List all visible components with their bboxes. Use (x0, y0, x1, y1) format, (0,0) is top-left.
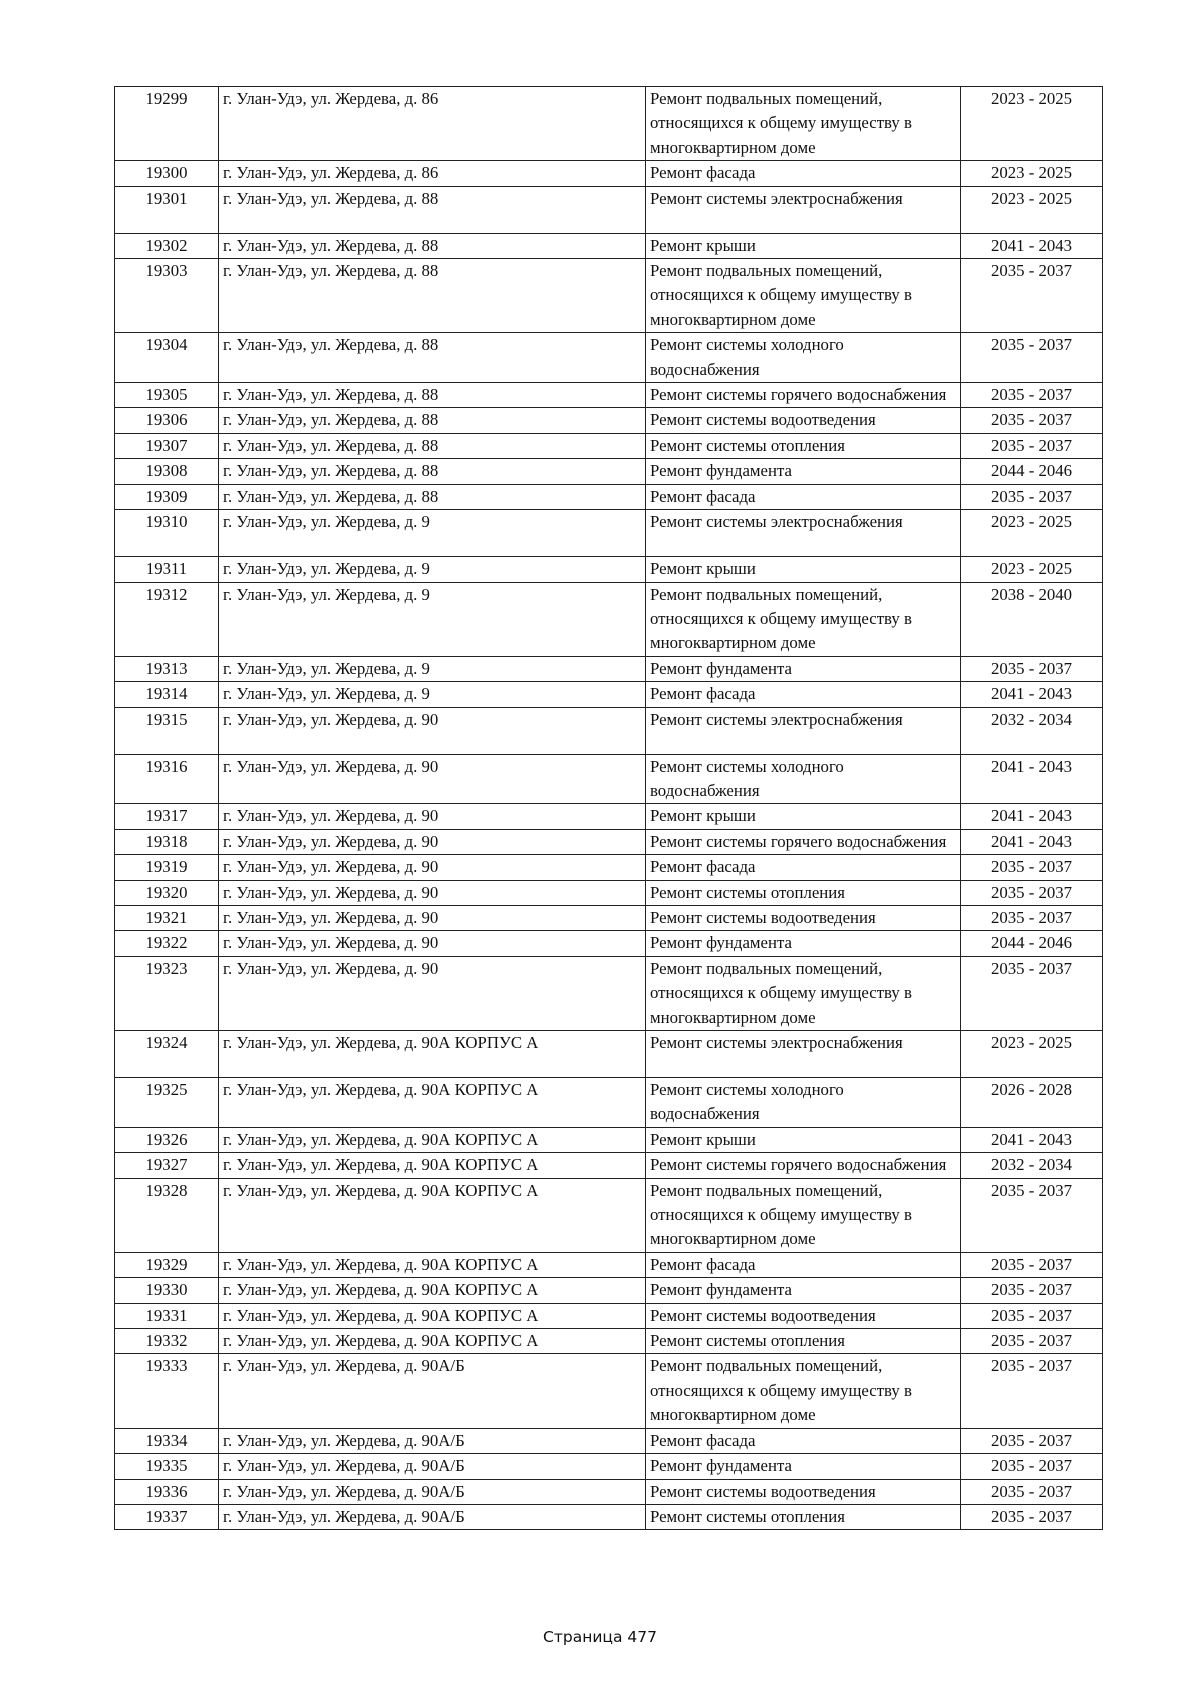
row-work-type: Ремонт крыши (646, 233, 961, 258)
row-period: 2041 - 2043 (961, 804, 1103, 829)
row-number: 19309 (115, 484, 219, 509)
row-number: 19334 (115, 1428, 219, 1453)
row-work-type: Ремонт подвальных помещений, относящихся к общему имуществу в многоквартирном доме (646, 582, 961, 656)
row-work-type: Ремонт фасада (646, 855, 961, 880)
row-number: 19322 (115, 931, 219, 956)
table-row (115, 754, 1103, 804)
table-row (115, 1454, 1103, 1479)
table-row (115, 1428, 1103, 1453)
row-work-type: Ремонт системы холодного водоснабжения (646, 333, 961, 383)
row-period: 2044 - 2046 (961, 459, 1103, 484)
row-period: 2041 - 2043 (961, 233, 1103, 258)
table-row (115, 383, 1103, 408)
table-row (115, 186, 1103, 233)
table-row (115, 682, 1103, 707)
row-work-type: Ремонт системы холодного водоснабжения (646, 1078, 961, 1128)
row-work-type: Ремонт фасада (646, 1428, 961, 1453)
row-period: 2035 - 2037 (961, 1252, 1103, 1277)
table-row (115, 931, 1103, 956)
table-row (115, 855, 1103, 880)
works-table (114, 86, 1103, 1530)
row-period: 2032 - 2034 (961, 1153, 1103, 1178)
row-address: г. Улан-Удэ, ул. Жердева, д. 90 (219, 956, 646, 1030)
row-period: 2035 - 2037 (961, 259, 1103, 333)
row-number: 19331 (115, 1303, 219, 1328)
row-number: 19308 (115, 459, 219, 484)
row-work-type: Ремонт подвальных помещений, относящихся к общему имуществу в многоквартирном доме (646, 1178, 961, 1252)
row-number: 19328 (115, 1178, 219, 1252)
row-period: 2035 - 2037 (961, 1178, 1103, 1252)
table-row (115, 880, 1103, 905)
row-number: 19330 (115, 1278, 219, 1303)
row-address: г. Улан-Удэ, ул. Жердева, д. 90 (219, 754, 646, 804)
row-number: 19323 (115, 956, 219, 1030)
row-work-type: Ремонт системы водоотведения (646, 905, 961, 930)
row-work-type: Ремонт фундамента (646, 656, 961, 681)
works-table-body (115, 87, 1103, 1530)
row-period: 2023 - 2025 (961, 87, 1103, 161)
row-address: г. Улан-Удэ, ул. Жердева, д. 88 (219, 383, 646, 408)
row-number: 19335 (115, 1454, 219, 1479)
row-period: 2041 - 2043 (961, 682, 1103, 707)
row-address: г. Улан-Удэ, ул. Жердева, д. 9 (219, 656, 646, 681)
row-address: г. Улан-Удэ, ул. Жердева, д. 90 (219, 905, 646, 930)
row-work-type: Ремонт системы отопления (646, 880, 961, 905)
row-address: г. Улан-Удэ, ул. Жердева, д. 88 (219, 259, 646, 333)
row-number: 19319 (115, 855, 219, 880)
table-row (115, 1329, 1103, 1354)
table-row (115, 1252, 1103, 1277)
row-period: 2035 - 2037 (961, 1329, 1103, 1354)
table-row (115, 87, 1103, 161)
row-period: 2023 - 2025 (961, 510, 1103, 557)
row-number: 19303 (115, 259, 219, 333)
row-work-type: Ремонт крыши (646, 804, 961, 829)
table-row (115, 1178, 1103, 1252)
row-address: г. Улан-Удэ, ул. Жердева, д. 88 (219, 433, 646, 458)
row-number: 19314 (115, 682, 219, 707)
row-period: 2035 - 2037 (961, 1504, 1103, 1529)
row-number: 19311 (115, 557, 219, 582)
row-period: 2023 - 2025 (961, 1031, 1103, 1078)
row-period: 2023 - 2025 (961, 186, 1103, 233)
row-work-type: Ремонт системы электроснабжения (646, 186, 961, 233)
row-period: 2035 - 2037 (961, 1278, 1103, 1303)
row-address: г. Улан-Удэ, ул. Жердева, д. 90 (219, 880, 646, 905)
row-address: г. Улан-Удэ, ул. Жердева, д. 90А КОРПУС А (219, 1127, 646, 1152)
table-row (115, 956, 1103, 1030)
row-period: 2032 - 2034 (961, 707, 1103, 754)
row-address: г. Улан-Удэ, ул. Жердева, д. 9 (219, 582, 646, 656)
row-number: 19333 (115, 1354, 219, 1428)
row-period: 2035 - 2037 (961, 1354, 1103, 1428)
row-number: 19310 (115, 510, 219, 557)
table-row (115, 433, 1103, 458)
row-work-type: Ремонт системы водоотведения (646, 1479, 961, 1504)
table-row (115, 1153, 1103, 1178)
row-number: 19327 (115, 1153, 219, 1178)
table-row (115, 1479, 1103, 1504)
table-row (115, 829, 1103, 854)
row-number: 19320 (115, 880, 219, 905)
row-period: 2023 - 2025 (961, 557, 1103, 582)
row-period: 2035 - 2037 (961, 408, 1103, 433)
table-row (115, 408, 1103, 433)
table-row (115, 905, 1103, 930)
table-row (115, 707, 1103, 754)
table-row (115, 557, 1103, 582)
table-row (115, 582, 1103, 656)
table-row (115, 1078, 1103, 1128)
table-row (115, 484, 1103, 509)
row-work-type: Ремонт фундамента (646, 459, 961, 484)
row-number: 19318 (115, 829, 219, 854)
row-period: 2035 - 2037 (961, 905, 1103, 930)
row-address: г. Улан-Удэ, ул. Жердева, д. 88 (219, 233, 646, 258)
row-work-type: Ремонт подвальных помещений, относящихся к общему имуществу в многоквартирном доме (646, 87, 961, 161)
row-address: г. Улан-Удэ, ул. Жердева, д. 90 (219, 804, 646, 829)
row-number: 19316 (115, 754, 219, 804)
table-row (115, 1504, 1103, 1529)
row-number: 19299 (115, 87, 219, 161)
row-work-type: Ремонт системы отопления (646, 433, 961, 458)
row-work-type: Ремонт фундамента (646, 1454, 961, 1479)
row-period: 2035 - 2037 (961, 333, 1103, 383)
row-address: г. Улан-Удэ, ул. Жердева, д. 9 (219, 510, 646, 557)
row-address: г. Улан-Удэ, ул. Жердева, д. 90 (219, 707, 646, 754)
row-period: 2035 - 2037 (961, 956, 1103, 1030)
row-address: г. Улан-Удэ, ул. Жердева, д. 88 (219, 333, 646, 383)
row-address: г. Улан-Удэ, ул. Жердева, д. 90А КОРПУС А (219, 1153, 646, 1178)
row-number: 19317 (115, 804, 219, 829)
row-period: 2035 - 2037 (961, 433, 1103, 458)
row-period: 2041 - 2043 (961, 754, 1103, 804)
row-number: 19321 (115, 905, 219, 930)
row-work-type: Ремонт подвальных помещений, относящихся к общему имуществу в многоквартирном доме (646, 1354, 961, 1428)
row-number: 19313 (115, 656, 219, 681)
row-work-type: Ремонт системы горячего водоснабжения (646, 829, 961, 854)
row-address: г. Улан-Удэ, ул. Жердева, д. 86 (219, 87, 646, 161)
row-period: 2023 - 2025 (961, 161, 1103, 186)
row-number: 19302 (115, 233, 219, 258)
row-address: г. Улан-Удэ, ул. Жердева, д. 90А КОРПУС А (219, 1278, 646, 1303)
row-address: г. Улан-Удэ, ул. Жердева, д. 90А КОРПУС А (219, 1031, 646, 1078)
row-address: г. Улан-Удэ, ул. Жердева, д. 90А КОРПУС А (219, 1078, 646, 1128)
page-number: Страница 477 (543, 1628, 657, 1646)
row-number: 19301 (115, 186, 219, 233)
row-period: 2035 - 2037 (961, 880, 1103, 905)
row-address: г. Улан-Удэ, ул. Жердева, д. 90А/Б (219, 1454, 646, 1479)
row-work-type: Ремонт фундамента (646, 1278, 961, 1303)
row-number: 19305 (115, 383, 219, 408)
table-row (115, 510, 1103, 557)
row-work-type: Ремонт крыши (646, 1127, 961, 1152)
row-address: г. Улан-Удэ, ул. Жердева, д. 90А/Б (219, 1504, 646, 1529)
row-period: 2044 - 2046 (961, 931, 1103, 956)
row-number: 19315 (115, 707, 219, 754)
row-period: 2026 - 2028 (961, 1078, 1103, 1128)
row-work-type: Ремонт фасада (646, 484, 961, 509)
row-work-type: Ремонт фундамента (646, 931, 961, 956)
row-address: г. Улан-Удэ, ул. Жердева, д. 90А/Б (219, 1354, 646, 1428)
row-period: 2041 - 2043 (961, 1127, 1103, 1152)
row-number: 19337 (115, 1504, 219, 1529)
row-address: г. Улан-Удэ, ул. Жердева, д. 88 (219, 459, 646, 484)
table-row (115, 1354, 1103, 1428)
row-period: 2038 - 2040 (961, 582, 1103, 656)
row-work-type: Ремонт фасада (646, 1252, 961, 1277)
table-row (115, 333, 1103, 383)
row-address: г. Улан-Удэ, ул. Жердева, д. 90 (219, 829, 646, 854)
row-work-type: Ремонт системы холодного водоснабжения (646, 754, 961, 804)
table-row (115, 1127, 1103, 1152)
row-number: 19329 (115, 1252, 219, 1277)
row-number: 19300 (115, 161, 219, 186)
row-work-type: Ремонт фасада (646, 161, 961, 186)
row-number: 19325 (115, 1078, 219, 1128)
row-work-type: Ремонт системы водоотведения (646, 408, 961, 433)
row-period: 2035 - 2037 (961, 1428, 1103, 1453)
row-period: 2041 - 2043 (961, 829, 1103, 854)
row-work-type: Ремонт системы горячего водоснабжения (646, 1153, 961, 1178)
table-row (115, 259, 1103, 333)
table-row (115, 1278, 1103, 1303)
row-work-type: Ремонт системы электроснабжения (646, 707, 961, 754)
row-work-type: Ремонт системы электроснабжения (646, 510, 961, 557)
table-row (115, 459, 1103, 484)
row-work-type: Ремонт крыши (646, 557, 961, 582)
row-address: г. Улан-Удэ, ул. Жердева, д. 88 (219, 186, 646, 233)
table-row (115, 161, 1103, 186)
row-period: 2035 - 2037 (961, 656, 1103, 681)
row-period: 2035 - 2037 (961, 383, 1103, 408)
row-address: г. Улан-Удэ, ул. Жердева, д. 90А КОРПУС А (219, 1178, 646, 1252)
row-period: 2035 - 2037 (961, 1303, 1103, 1328)
row-address: г. Улан-Удэ, ул. Жердева, д. 90А КОРПУС А (219, 1329, 646, 1354)
row-work-type: Ремонт системы водоотведения (646, 1303, 961, 1328)
row-number: 19326 (115, 1127, 219, 1152)
row-address: г. Улан-Удэ, ул. Жердева, д. 90А КОРПУС А (219, 1252, 646, 1277)
row-number: 19332 (115, 1329, 219, 1354)
row-address: г. Улан-Удэ, ул. Жердева, д. 90А КОРПУС А (219, 1303, 646, 1328)
row-work-type: Ремонт фасада (646, 682, 961, 707)
row-work-type: Ремонт подвальных помещений, относящихся к общему имуществу в многоквартирном доме (646, 259, 961, 333)
row-period: 2035 - 2037 (961, 1454, 1103, 1479)
table-row (115, 233, 1103, 258)
row-work-type: Ремонт системы электроснабжения (646, 1031, 961, 1078)
table-row (115, 1303, 1103, 1328)
row-address: г. Улан-Удэ, ул. Жердева, д. 90А/Б (219, 1479, 646, 1504)
row-address: г. Улан-Удэ, ул. Жердева, д. 88 (219, 408, 646, 433)
row-number: 19336 (115, 1479, 219, 1504)
row-address: г. Улан-Удэ, ул. Жердева, д. 90 (219, 931, 646, 956)
row-period: 2035 - 2037 (961, 1479, 1103, 1504)
row-period: 2035 - 2037 (961, 484, 1103, 509)
row-address: г. Улан-Удэ, ул. Жердева, д. 88 (219, 484, 646, 509)
row-work-type: Ремонт подвальных помещений, относящихся к общему имуществу в многоквартирном доме (646, 956, 961, 1030)
row-work-type: Ремонт системы горячего водоснабжения (646, 383, 961, 408)
row-address: г. Улан-Удэ, ул. Жердева, д. 9 (219, 682, 646, 707)
row-period: 2035 - 2037 (961, 855, 1103, 880)
row-number: 19324 (115, 1031, 219, 1078)
row-number: 19307 (115, 433, 219, 458)
row-number: 19306 (115, 408, 219, 433)
table-row (115, 804, 1103, 829)
row-work-type: Ремонт системы отопления (646, 1329, 961, 1354)
row-address: г. Улан-Удэ, ул. Жердева, д. 86 (219, 161, 646, 186)
row-address: г. Улан-Удэ, ул. Жердева, д. 9 (219, 557, 646, 582)
row-work-type: Ремонт системы отопления (646, 1504, 961, 1529)
table-row (115, 656, 1103, 681)
table-row (115, 1031, 1103, 1078)
row-address: г. Улан-Удэ, ул. Жердева, д. 90 (219, 855, 646, 880)
row-number: 19312 (115, 582, 219, 656)
row-address: г. Улан-Удэ, ул. Жердева, д. 90А/Б (219, 1428, 646, 1453)
row-number: 19304 (115, 333, 219, 383)
